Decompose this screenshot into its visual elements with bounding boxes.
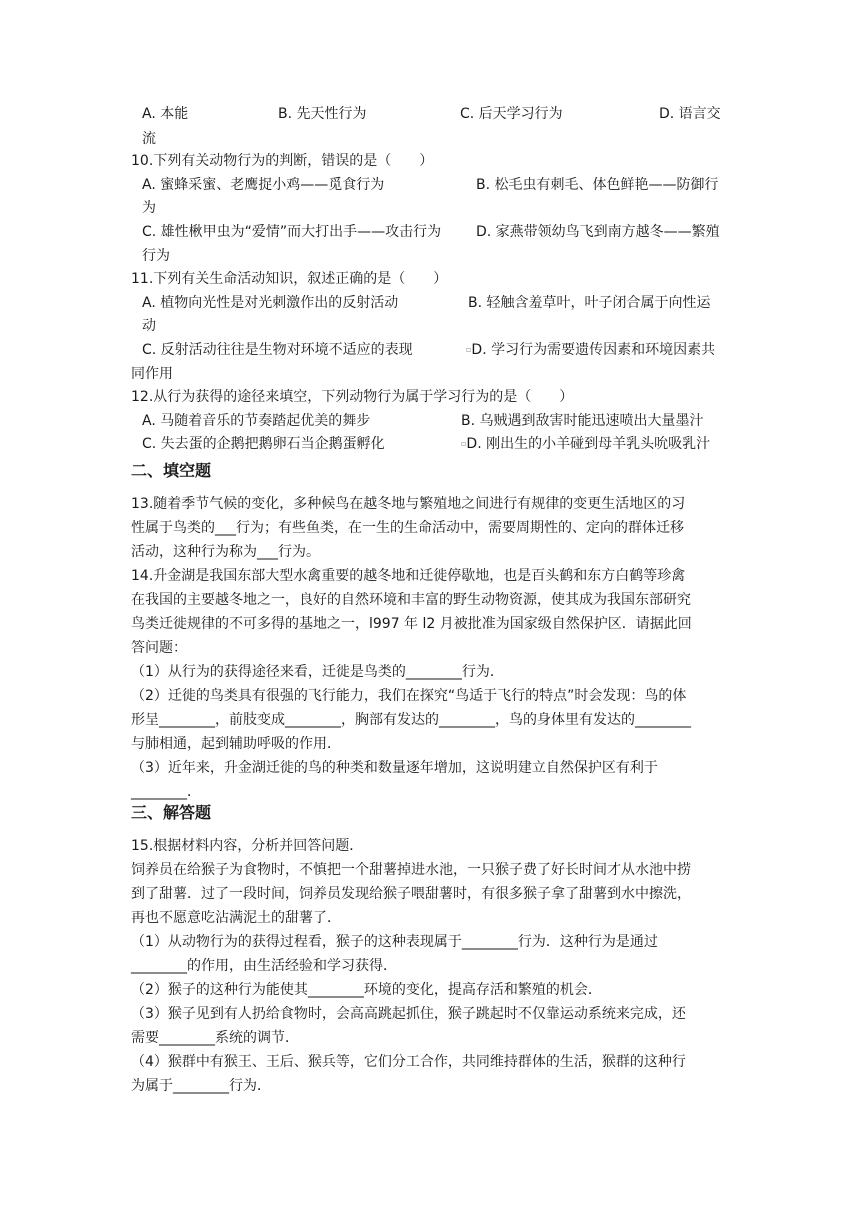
q12-option-d <box>461 434 710 454</box>
q10-option-d-cont: 行为 <box>142 248 170 264</box>
q15-part-2: （2）猴子的这种行为能使其________环境的变化，提高存活和繁殖的机会． <box>131 982 602 998</box>
q14-part-3b: ________． <box>131 784 201 800</box>
q9-option-d-cont: 流 <box>142 131 156 147</box>
q11-option-c: C. 反射活动往往是生物对环境不适应的表现 <box>142 342 413 358</box>
q12-option-b: B. 乌贼遇到敌害时能迅速喷出大量墨汁 <box>461 413 704 429</box>
q9-option-b: B. 先天性行为 <box>278 106 367 122</box>
q13-line-2: 性属于鸟类的___行为；有些鱼类，在一生的生命活动中，需要周期性的、定向的群体迁移 <box>131 520 684 536</box>
q10-option-c: C. 雄性楸甲虫为“爱情”而大打出手——攻击行为 <box>142 224 442 240</box>
q15-part-1b: ________的作用，由生活经验和学习获得． <box>131 958 397 974</box>
q12-option-a: A. 马随着音乐的节奏踏起优美的舞步 <box>142 413 371 429</box>
q15-material-1: 饲养员在给猴子为食物时，不慎把一个甜薯掉进水池，一只猴子费了好长时间才从水池中捞 <box>131 862 691 878</box>
q15-part-4a: （4）猴群中有猴王、王后、猴兵等，它们分工合作，共同维持群体的生活，猴群的这种行 <box>131 1054 686 1070</box>
q15-part-3b: 需要________系统的调节． <box>131 1030 299 1046</box>
q14-line-4: 答问题： <box>131 640 187 656</box>
q11-stem: 11.下列有关生命活动知识，叙述正确的是（ ） <box>131 271 448 287</box>
q15-material-2: 到了甜薯．过了一段时间，饲养员发现给猴子喂甜薯时，有很多猴子拿了甜薯到水中擦洗， <box>131 886 691 902</box>
q11-option-b: B. 轻触含羞草叶，叶子闭合属于向性运 <box>468 295 711 311</box>
q11-option-d-text: D. 学习行为需要遗传因素和环境因素共 <box>471 342 716 358</box>
q14-part-1: （1）从行为的获得途径来看，迁徙是鸟类的________行为． <box>131 664 504 680</box>
q14-part-2b: 形呈________，前肢变成________，胸部有发达的________，鸟的身体里有发达的________ <box>131 712 691 728</box>
q9-option-c: C. 后天学习行为 <box>460 106 563 122</box>
q12-option-d-text: D. 刚出生的小羊碰到母羊乳头吮吸乳汁 <box>466 436 711 452</box>
q13-line-3: 活动，这种行为称为___行为。 <box>131 544 320 560</box>
q14-part-3a: （3）近年来，升金湖迁徙的鸟的种类和数量逐年增加，这说明建立自然保护区有利于 <box>131 760 658 776</box>
q11-option-d-cont: 同作用 <box>131 366 173 382</box>
option-marker-icon: ▫ <box>466 345 472 354</box>
q10-stem: 10.下列有关动物行为的判断，错误的是（ ） <box>131 153 434 169</box>
q14-line-2: 在我国的主要越冬地之一，良好的自然环境和丰富的野生动物资源，使其成为我国东部研究 <box>131 592 691 608</box>
q9-option-a: A. 本能 <box>142 106 189 122</box>
q11-option-b-cont: 动 <box>142 318 156 334</box>
q11-option-a: A. 植物向光性是对光刺激作出的反射活动 <box>142 295 399 311</box>
section-heading-answer: 三、解答题 <box>131 803 212 822</box>
q14-part-2a: （2）迁徙的鸟类具有很强的飞行能力，我们在探究“鸟适于飞行的特点”时会发现：鸟的体 <box>131 688 687 704</box>
q15-part-4b: 为属于________行为． <box>131 1078 271 1094</box>
q10-option-b: B. 松毛虫有刺毛、体色鲜艳——防御行 <box>476 177 719 193</box>
q12-stem: 12.从行为获得的途径来填空，下列动物行为属于学习行为的是（ ） <box>131 389 574 405</box>
q14-line-1: 14.升金湖是我国东部大型水禽重要的越冬地和迁徙停歇地，也是百头鹤和东方白鹤等珍禽 <box>131 568 686 584</box>
q14-line-3: 鸟类迁徙规律的不可多得的基地之一，l997 年 l2 月被批准为国家级自然保护区．请据此回 <box>131 616 692 632</box>
q11-option-d <box>466 340 715 360</box>
q15-part-1a: （1）从动物行为的获得过程看，猴子的这种表现属于________行为．这种行为是通过 <box>131 934 658 950</box>
q15-material-3: 再也不愿意吃沾满泥土的甜薯了． <box>131 910 341 926</box>
option-marker-icon: ▫ <box>461 439 467 448</box>
q10-option-d: D. 家燕带领幼鸟飞到南方越冬——繁殖 <box>476 224 720 240</box>
q10-option-b-cont: 为 <box>142 200 156 216</box>
q13-line-1: 13.随着季节气候的变化，多种候鸟在越冬地与繁殖地之间进行有规律的变更生活地区的习 <box>131 496 686 512</box>
q15-part-3a: （3）猴子见到有人扔给食物时，会高高跳起抓住，猴子跳起时不仅靠运动系统来完成，还 <box>131 1006 686 1022</box>
q10-option-a: A. 蜜蜂采蜜、老鹰捉小鸡——觅食行为 <box>142 177 385 193</box>
q15-stem: 15.根据材料内容，分析并回答问题． <box>131 838 364 854</box>
q12-option-c: C. 失去蛋的企鹅把鹅卵石当企鹅蛋孵化 <box>142 436 385 452</box>
q9-option-d: D. 语言交 <box>659 106 721 122</box>
q14-part-2c: 与肺相通，起到辅助呼吸的作用． <box>131 736 341 752</box>
section-heading-fill-in: 二、填空题 <box>131 461 212 480</box>
